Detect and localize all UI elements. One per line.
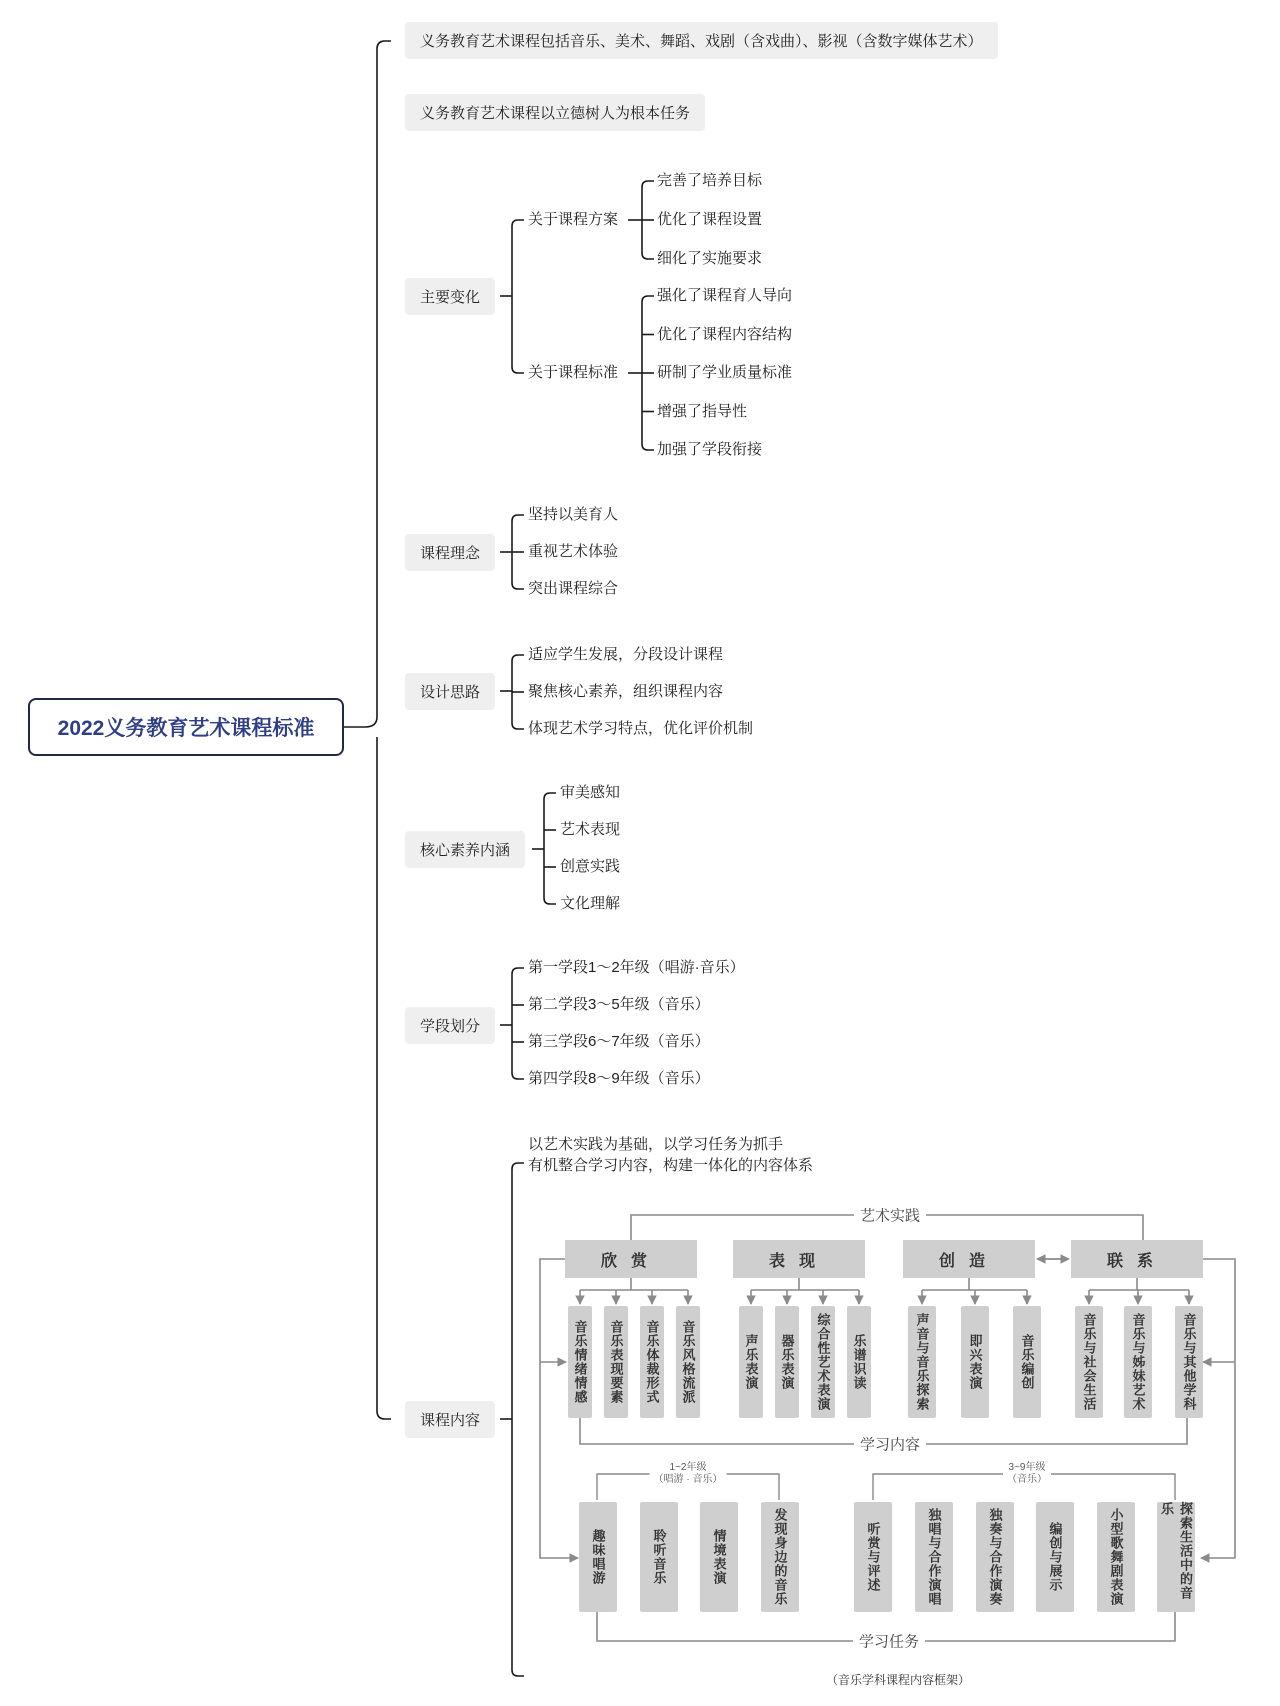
- literacy-bracket-arm: [544, 793, 556, 799]
- content-box-1-1: 音乐情绪情感: [568, 1306, 592, 1418]
- plan-item-3[interactable]: 细化了实施要求: [657, 250, 763, 267]
- branch-stage-division[interactable]: 学段划分: [405, 1007, 495, 1044]
- content-box-4-1: 音乐与社会生活: [1075, 1306, 1103, 1418]
- task-a-2: 聆听音乐: [640, 1502, 678, 1612]
- task-b-1: 听赏与评述: [854, 1502, 892, 1612]
- content-description-line-1: 以艺术实践为基础，以学习任务为抓手: [528, 1136, 784, 1153]
- main-arm-bottom: [377, 1411, 391, 1419]
- art-practice-label: 艺术实践: [854, 1205, 926, 1226]
- philosophy-bracket-arm: [512, 583, 524, 589]
- task-b-3: 独奏与合作演奏: [976, 1502, 1014, 1612]
- grade-a-scope: （唱游 · 音乐）: [653, 1474, 723, 1485]
- category-2: 表现: [733, 1240, 865, 1278]
- branch-curriculum-content[interactable]: 课程内容: [405, 1401, 495, 1438]
- main-arm-top: [377, 41, 391, 49]
- content-box-2-3: 综合性艺术表演: [811, 1306, 835, 1418]
- design-bracket-arm: [512, 723, 524, 729]
- grade-a-label: [650, 1462, 727, 1486]
- category-4: 联系: [1071, 1240, 1203, 1278]
- task-b-4: 编创与展示: [1036, 1502, 1074, 1612]
- standard-item-2[interactable]: 优化了课程内容结构: [657, 325, 793, 343]
- branch-main-changes[interactable]: 主要变化: [405, 278, 495, 315]
- standard-item-5[interactable]: 加强了学段衔接: [657, 441, 763, 458]
- stage-item-2[interactable]: 第二学段3～5年级（音乐）: [528, 996, 710, 1013]
- stage-bracket-arm: [512, 968, 524, 974]
- stage-item-1[interactable]: 第一学段1～2年级（唱游·音乐）: [528, 959, 745, 976]
- design-bracket-arm: [512, 655, 524, 661]
- content-box-4-2: 音乐与姊妹艺术: [1124, 1306, 1152, 1418]
- design-item-3[interactable]: 体现艺术学习特点，优化评价机制: [528, 720, 754, 737]
- branch-arts-subjects[interactable]: 义务教育艺术课程包括音乐、美术、舞蹈、戏剧（含戏曲）、影视（含数字媒体艺术）: [405, 22, 998, 59]
- task-a-4: 发现身边的音乐: [761, 1502, 799, 1612]
- content-description-line-2: 有机整合学习内容，构建一体化的内容体系: [528, 1157, 814, 1174]
- task-a-1: 趣味唱游: [579, 1502, 617, 1612]
- task-b-5: 小型歌舞剧表演: [1097, 1502, 1135, 1612]
- design-item-1[interactable]: 适应学生发展，分段设计课程: [528, 646, 724, 663]
- content-box-4-3: 音乐与其他学科: [1175, 1306, 1203, 1418]
- literacy-bracket-arm: [544, 898, 556, 904]
- stage-bracket-arm: [512, 1073, 524, 1079]
- subbranch-curriculum-standard[interactable]: 关于课程标准: [528, 364, 619, 381]
- grade-b-label: [1003, 1462, 1051, 1486]
- category-3: 创造: [903, 1240, 1035, 1278]
- content-box-1-3: 音乐体裁形式: [640, 1306, 664, 1418]
- content-box-3-2: 即兴表演: [961, 1306, 989, 1418]
- changes-bracket-arm: [512, 220, 524, 226]
- literacy-item-3[interactable]: 创意实践: [560, 858, 621, 875]
- stage-item-3[interactable]: 第三学段6～7年级（音乐）: [528, 1033, 710, 1050]
- learning-tasks-label: 学习任务: [853, 1631, 925, 1652]
- branch-fundamental-task[interactable]: 义务教育艺术课程以立德树人为根本任务: [405, 94, 705, 131]
- philosophy-item-1[interactable]: 坚持以美育人: [528, 506, 619, 523]
- changes-bracket-arm: [512, 367, 524, 373]
- subbranch-curriculum-plan[interactable]: 关于课程方案: [528, 211, 619, 228]
- content-box-2-1: 声乐表演: [739, 1306, 763, 1418]
- task-b-6: 探索生活中的音乐: [1157, 1502, 1195, 1612]
- task-b-2: 独唱与合作演唱: [915, 1502, 953, 1612]
- plan-item-1[interactable]: 完善了培养目标: [657, 172, 763, 189]
- philosophy-item-3[interactable]: 突出课程综合: [528, 580, 619, 597]
- content-box-3-1: 声音与音乐探索: [908, 1306, 936, 1418]
- plan-bracket-arm: [642, 181, 654, 187]
- standard-bracket-arm: [642, 444, 654, 450]
- content-box-2-4: 乐谱识读: [847, 1306, 871, 1418]
- category-1: 欣赏: [565, 1240, 697, 1278]
- content-spine: [512, 1163, 524, 1676]
- grade-b-scope: （音乐）: [1007, 1474, 1047, 1485]
- content-box-3-3: 音乐编创: [1013, 1306, 1041, 1418]
- design-item-2[interactable]: 聚焦核心素养，组织课程内容: [528, 683, 724, 700]
- learning-content-label: 学习内容: [854, 1434, 926, 1455]
- philosophy-bracket-arm: [512, 515, 524, 521]
- root-connector: [344, 717, 377, 727]
- content-box-1-2: 音乐表现要素: [604, 1306, 628, 1418]
- literacy-item-2[interactable]: 艺术表现: [560, 821, 621, 838]
- standard-item-4[interactable]: 增强了指导性: [657, 402, 748, 420]
- grade-b-range: 3~9年级: [1008, 1462, 1046, 1473]
- branch-core-literacy[interactable]: 核心素养内涵: [405, 831, 525, 868]
- standard-item-3[interactable]: 研制了学业质量标准: [657, 364, 793, 381]
- literacy-item-4[interactable]: 文化理解: [560, 895, 621, 912]
- philosophy-item-2[interactable]: 重视艺术体验: [528, 543, 619, 560]
- framework-caption: （音乐学科课程内容框架）: [826, 1673, 971, 1687]
- plan-bracket-arm: [642, 253, 654, 259]
- stage-item-4[interactable]: 第四学段8～9年级（音乐）: [528, 1070, 710, 1087]
- standard-item-1[interactable]: 强化了课程育人导向: [657, 287, 793, 304]
- literacy-item-1[interactable]: 审美感知: [560, 784, 621, 801]
- content-box-2-2: 器乐表演: [775, 1306, 799, 1418]
- branch-design-ideas[interactable]: 设计思路: [405, 673, 495, 710]
- root-topic[interactable]: 2022义务教育艺术课程标准: [28, 698, 344, 756]
- branch-curriculum-philosophy[interactable]: 课程理念: [405, 534, 495, 571]
- standard-bracket-arm: [642, 296, 654, 302]
- content-box-1-4: 音乐风格流派: [676, 1306, 700, 1418]
- task-a-3: 情境表演: [700, 1502, 738, 1612]
- plan-item-2[interactable]: 优化了课程设置: [657, 211, 763, 228]
- grade-a-range: 1~2年级: [669, 1462, 707, 1473]
- right-loop-line: [1201, 1259, 1235, 1558]
